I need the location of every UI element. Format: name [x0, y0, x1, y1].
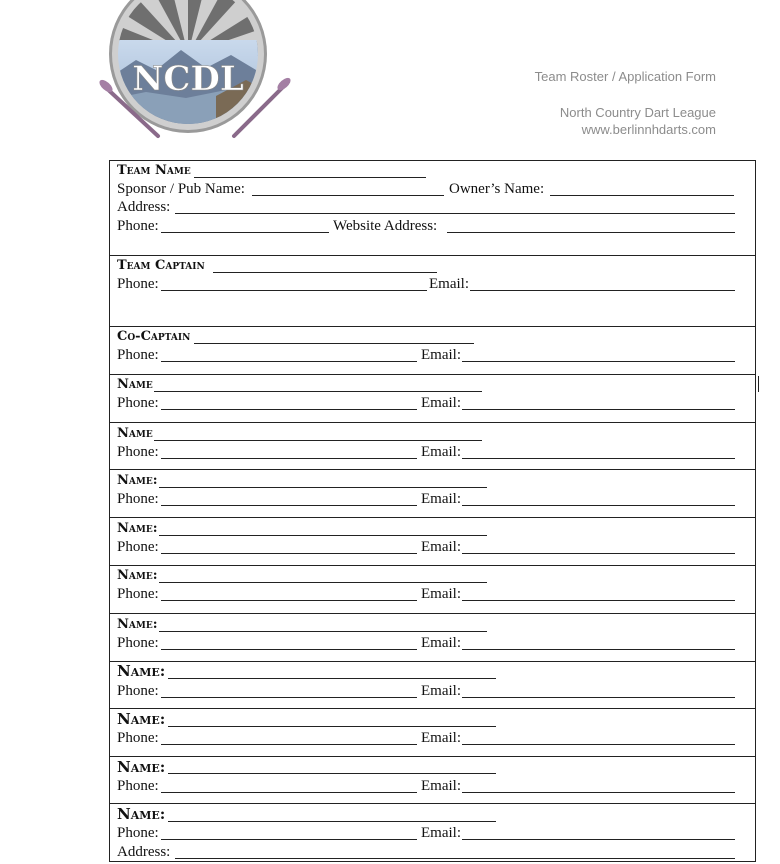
- email-field[interactable]: [462, 361, 735, 362]
- player-name-label: Name:: [117, 521, 158, 536]
- section-divider: [110, 565, 756, 566]
- address-label: Address:: [117, 199, 171, 215]
- address-field[interactable]: [175, 213, 735, 214]
- owner-field[interactable]: [550, 195, 734, 196]
- phone-field[interactable]: [161, 649, 417, 650]
- logo-text: NCDL: [132, 59, 244, 99]
- phone-label: Phone:: [117, 778, 159, 794]
- email-field[interactable]: [462, 505, 735, 506]
- section-divider: [110, 255, 756, 256]
- section-divider: [110, 708, 756, 709]
- team-name-label: Team Name: [117, 163, 191, 178]
- ncdl-logo: [96, 0, 296, 140]
- phone-label: Phone:: [117, 395, 159, 411]
- player-name-label: Name:: [117, 617, 158, 632]
- phone-label: Phone:: [117, 347, 159, 363]
- section-divider: [110, 374, 756, 375]
- email-label: Email:: [421, 491, 461, 507]
- address-label: Address:: [117, 844, 171, 860]
- phone-field[interactable]: [161, 409, 417, 410]
- email-label: Email:: [421, 778, 461, 794]
- phone-field[interactable]: [161, 553, 417, 554]
- player-name-label: Name:: [117, 473, 158, 488]
- email-label: Email:: [429, 276, 469, 292]
- co-captain-field[interactable]: [194, 343, 474, 344]
- email-field[interactable]: [462, 458, 735, 459]
- email-label: Email:: [421, 730, 461, 746]
- player-name-field[interactable]: [168, 821, 496, 822]
- email-field[interactable]: [462, 600, 735, 601]
- phone-field[interactable]: [161, 839, 417, 840]
- phone-field[interactable]: [161, 505, 417, 506]
- league-info: [560, 104, 716, 138]
- player-name-label: Name:: [117, 758, 166, 776]
- phone-label: Phone:: [117, 276, 159, 292]
- player-name-label: Name:: [117, 662, 166, 680]
- email-field[interactable]: [462, 744, 735, 745]
- sponsor-label: Sponsor / Pub Name:: [117, 181, 245, 197]
- website-address-field[interactable]: [447, 232, 735, 233]
- section-divider: [110, 422, 756, 423]
- phone-label: Phone:: [117, 491, 159, 507]
- email-label: Email:: [421, 347, 461, 363]
- phone-field[interactable]: [161, 697, 417, 698]
- player-name-field[interactable]: [154, 440, 482, 441]
- section-divider: [110, 326, 756, 327]
- email-field[interactable]: [462, 839, 735, 840]
- section-divider: [110, 613, 756, 614]
- phone-label: Phone:: [117, 825, 159, 841]
- league-name: North Country Dart League: [559, 105, 716, 120]
- player-name-field[interactable]: [154, 391, 482, 392]
- email-label: Email:: [421, 683, 461, 699]
- email-label: Email:: [421, 635, 461, 651]
- player-name-label: Name:: [117, 568, 158, 583]
- phone-field[interactable]: [161, 458, 417, 459]
- email-label: Email:: [421, 586, 461, 602]
- email-field[interactable]: [470, 290, 735, 291]
- phone-label: Phone:: [117, 586, 159, 602]
- team-captain-label: Team Captain: [117, 258, 205, 273]
- section-divider: [110, 756, 756, 757]
- player-name-label: Name: [117, 426, 153, 441]
- team-captain-field[interactable]: [213, 272, 437, 273]
- phone-label: Phone:: [117, 683, 159, 699]
- section-divider: [110, 661, 756, 662]
- email-field[interactable]: [462, 792, 735, 793]
- player-name-label: Name:: [117, 805, 166, 823]
- league-website: www.berlinnhdarts.com: [581, 122, 716, 137]
- section-divider: [110, 469, 756, 470]
- co-captain-label: Co-Captain: [117, 329, 191, 344]
- email-field[interactable]: [462, 553, 735, 554]
- phone-label: Phone:: [117, 218, 159, 234]
- owner-label: Owner’s Name:: [449, 181, 545, 197]
- player-name-field[interactable]: [159, 631, 487, 632]
- email-field[interactable]: [462, 409, 735, 410]
- team-name-field[interactable]: [194, 177, 426, 178]
- text-cursor: [758, 376, 759, 392]
- player-name-field[interactable]: [168, 678, 496, 679]
- email-label: Email:: [421, 539, 461, 555]
- form-subtitle: Team Roster / Application Form: [534, 69, 716, 84]
- email-field[interactable]: [462, 649, 735, 650]
- phone-field[interactable]: [161, 792, 417, 793]
- player-name-field[interactable]: [159, 535, 487, 536]
- sponsor-field[interactable]: [252, 195, 444, 196]
- section-divider: [110, 517, 756, 518]
- player-name-field[interactable]: [159, 487, 487, 488]
- email-field[interactable]: [462, 697, 735, 698]
- player-name-label: Name: [117, 377, 153, 392]
- website-address-label: Website Address:: [333, 218, 438, 234]
- player-name-label: Name:: [117, 710, 166, 728]
- section-divider: [110, 803, 756, 804]
- phone-label: Phone:: [117, 730, 159, 746]
- email-label: Email:: [421, 444, 461, 460]
- phone-field[interactable]: [161, 744, 417, 745]
- phone-label: Phone:: [117, 444, 159, 460]
- email-label: Email:: [421, 395, 461, 411]
- phone-field[interactable]: [161, 600, 417, 601]
- player-name-field[interactable]: [168, 773, 496, 774]
- phone-label: Phone:: [117, 539, 159, 555]
- player-name-field[interactable]: [168, 726, 496, 727]
- email-label: Email:: [421, 825, 461, 841]
- phone-field[interactable]: [161, 290, 427, 291]
- player-name-field[interactable]: [159, 582, 487, 583]
- phone-field[interactable]: [161, 361, 417, 362]
- address-field[interactable]: [175, 858, 735, 859]
- phone-label: Phone:: [117, 635, 159, 651]
- phone-field[interactable]: [161, 232, 329, 233]
